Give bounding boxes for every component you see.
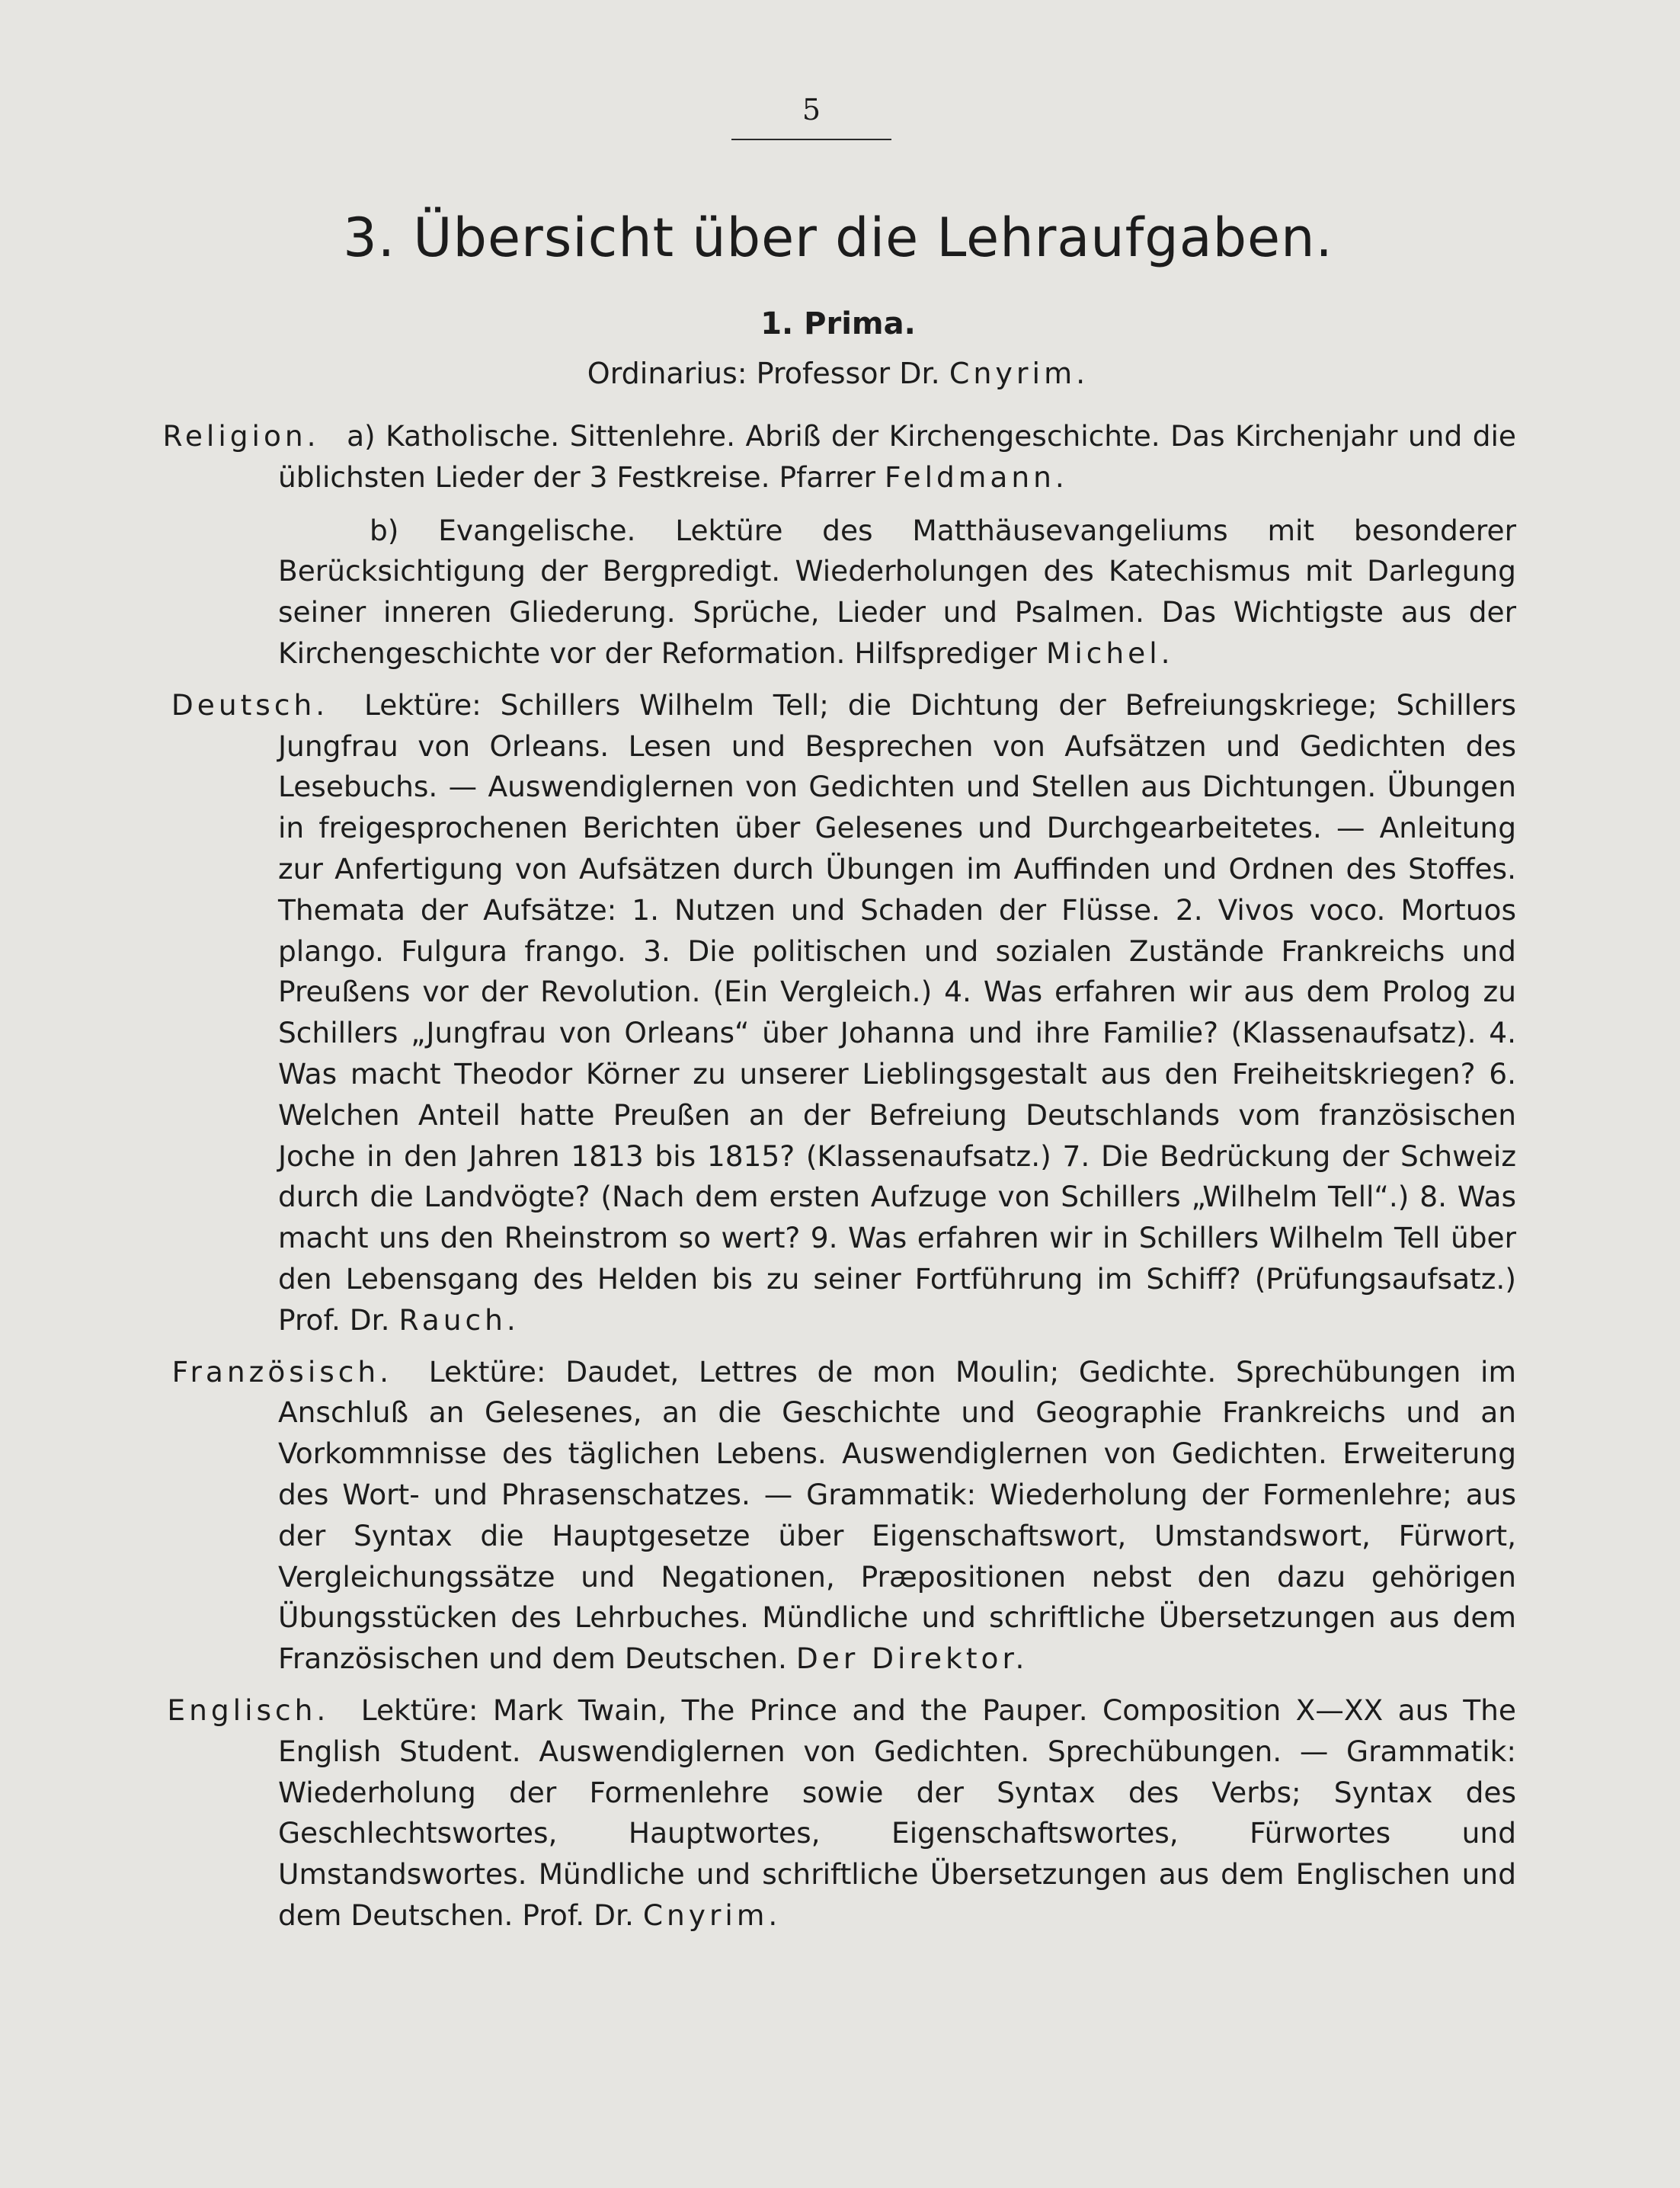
entry-subject: Französisch.: [171, 1354, 393, 1389]
englisch-text: Lektüre: Mark Twain, The Prince and the Pauper. Composition X—XX aus The English Student. Auswendiglernen von Gedichten. Sprechübungen. — Grammatik: Wiederholung der Formenlehre sowie der Syntax des Verbs; Syntax des Geschlechtswortes, Hauptwortes, Eigenschaftswortes, Fürwortes und Umstandswortes. Mündliche und schriftliche Übersetzungen aus dem Englischen und dem Deutschen. Prof. Dr.: [278, 1693, 1517, 1932]
religion-part-a-text: a) Katholische. Sittenlehre. Abriß der Kirchengeschichte. Das Kirchenjahr und die üblichsten Lieder der 3 Festkreise. Pfarrer: [278, 419, 1517, 494]
section-title: 1. Prima.: [760, 306, 916, 341]
entry-franzoesisch: [122, 1352, 1516, 1680]
entry-subject: Deutsch.: [171, 687, 329, 722]
entry-deutsch: [122, 685, 1516, 1341]
entry-number: [122, 1352, 152, 1393]
main-title: 3. Übersicht über die Lehraufgaben.: [343, 207, 1333, 269]
deutsch-paragraph: [171, 685, 1517, 1341]
page-number-rule: [731, 139, 891, 140]
religion-part-b-text: b) Evangelische. Lektüre des Matthäusevangeliums mit besonderer Berücksichtigung der Bergpredigt. Wiederholungen des Katechismus mit Darlegung seiner inneren Gliederung. Sprüche, Lieder und Psalmen. Das Wichtigste aus der Kirchengeschichte vor der Reformation. Hilfsprediger: [278, 513, 1516, 670]
ordinarius-line: [305, 354, 1371, 392]
deutsch-text: Lektüre: Schillers Wilhelm Tell; die Dichtung der Befreiungskriege; Schillers Jungfrau von Orleans. Lesen und Besprechen von Aufsätzen und Gedichten des Lesebuchs. — Auswendiglernen von Gedichten und Stellen aus Dichtungen. Übungen in freigesprochenen Berichten über Gelesenes und Durchgearbeitetes. — Anleitung zur Anfertigung von Aufsätzen durch Übungen im Auffinden und Ordnen des Stoffes. Themata der Aufsätze: 1. Nutzen und Schaden der Flüsse. 2. Vivos voco. Mortuos plango. Fulgura frango. 3. Die politischen und sozialen Zustände Frankreichs und Preußens vor der Revolution. (Ein Vergleich.) 4. Was erfahren wir aus dem Prolog zu Schillers „Jungfrau von Orleans“ über Johanna und ihre Familie? (Klassenaufsatz). 4. Was macht Theodor Körner zu unserer Lieblingsgestalt aus den Freiheitskriegen? 6. Welchen Anteil hatte Preußen an der Befreiung Deutschlands vom französischen Joche in den Jahren 1813 bis 1815? (Klassenaufsatz.) 7. Die Bedrückung der Schweiz durch die Landvögte? (Nach dem ersten Aufzuge von Schillers „Wilhelm Tell“.) 8. Was macht uns den Rheinstrom so wert? 9. Was erfahren wir in Schillers Wilhelm Tell über den Lebensgang des Helden bis zu seiner Fortführung im Schiff? (Prüfungsaufsatz.) Prof. Dr.: [278, 687, 1517, 1337]
ordinarius-label: Ordinarius: Professor Dr.: [587, 357, 940, 390]
page-number: 5: [802, 93, 821, 127]
englisch-teacher: Cnyrim.: [642, 1898, 782, 1932]
entry-number: [122, 416, 152, 457]
franzoesisch-paragraph: [171, 1352, 1517, 1680]
entry-subject: Englisch.: [167, 1693, 330, 1727]
religion-part-a: [162, 416, 1517, 498]
ordinarius-name: Cnyrim.: [949, 357, 1090, 390]
franzoesisch-teacher: Der Direktor.: [795, 1642, 1029, 1676]
deutsch-teacher: Rauch.: [398, 1302, 520, 1337]
lesson-list: [122, 416, 1516, 1947]
entry-number: [122, 1690, 152, 1731]
franzoesisch-text: Lektüre: Daudet, Lettres de mon Moulin; Gedichte. Sprechübungen im Anschluß an Gelesenes, an die Geschichte und Geographie Frankreichs und an Vorkommnisse des täglichen Lebens. Auswendiglernen von Gedichten. Erweiterung des Wort- und Phrasenschatzes. — Grammatik: Wiederholung der Formenlehre; aus der Syntax die Hauptgesetze über Eigenschaftswort, Umstandswort, Fürwort, Vergleichungssätze und Negationen, Præpositionen nebst den dazu gehörigen Übungsstücken des Lehrbuches. Mündliche und schriftliche Übersetzungen aus dem Französischen und dem Deutschen.: [278, 1354, 1517, 1676]
entry-subject: Religion.: [162, 419, 320, 453]
entry-religion: [122, 416, 1516, 674]
religion-part-b: [278, 511, 1516, 674]
entry-number: [122, 685, 152, 726]
religion-part-b-teacher: Michel.: [1046, 636, 1174, 670]
entry-englisch: [122, 1690, 1516, 1937]
religion-part-a-teacher: Feldmann.: [885, 460, 1068, 494]
englisch-paragraph: [167, 1690, 1517, 1937]
